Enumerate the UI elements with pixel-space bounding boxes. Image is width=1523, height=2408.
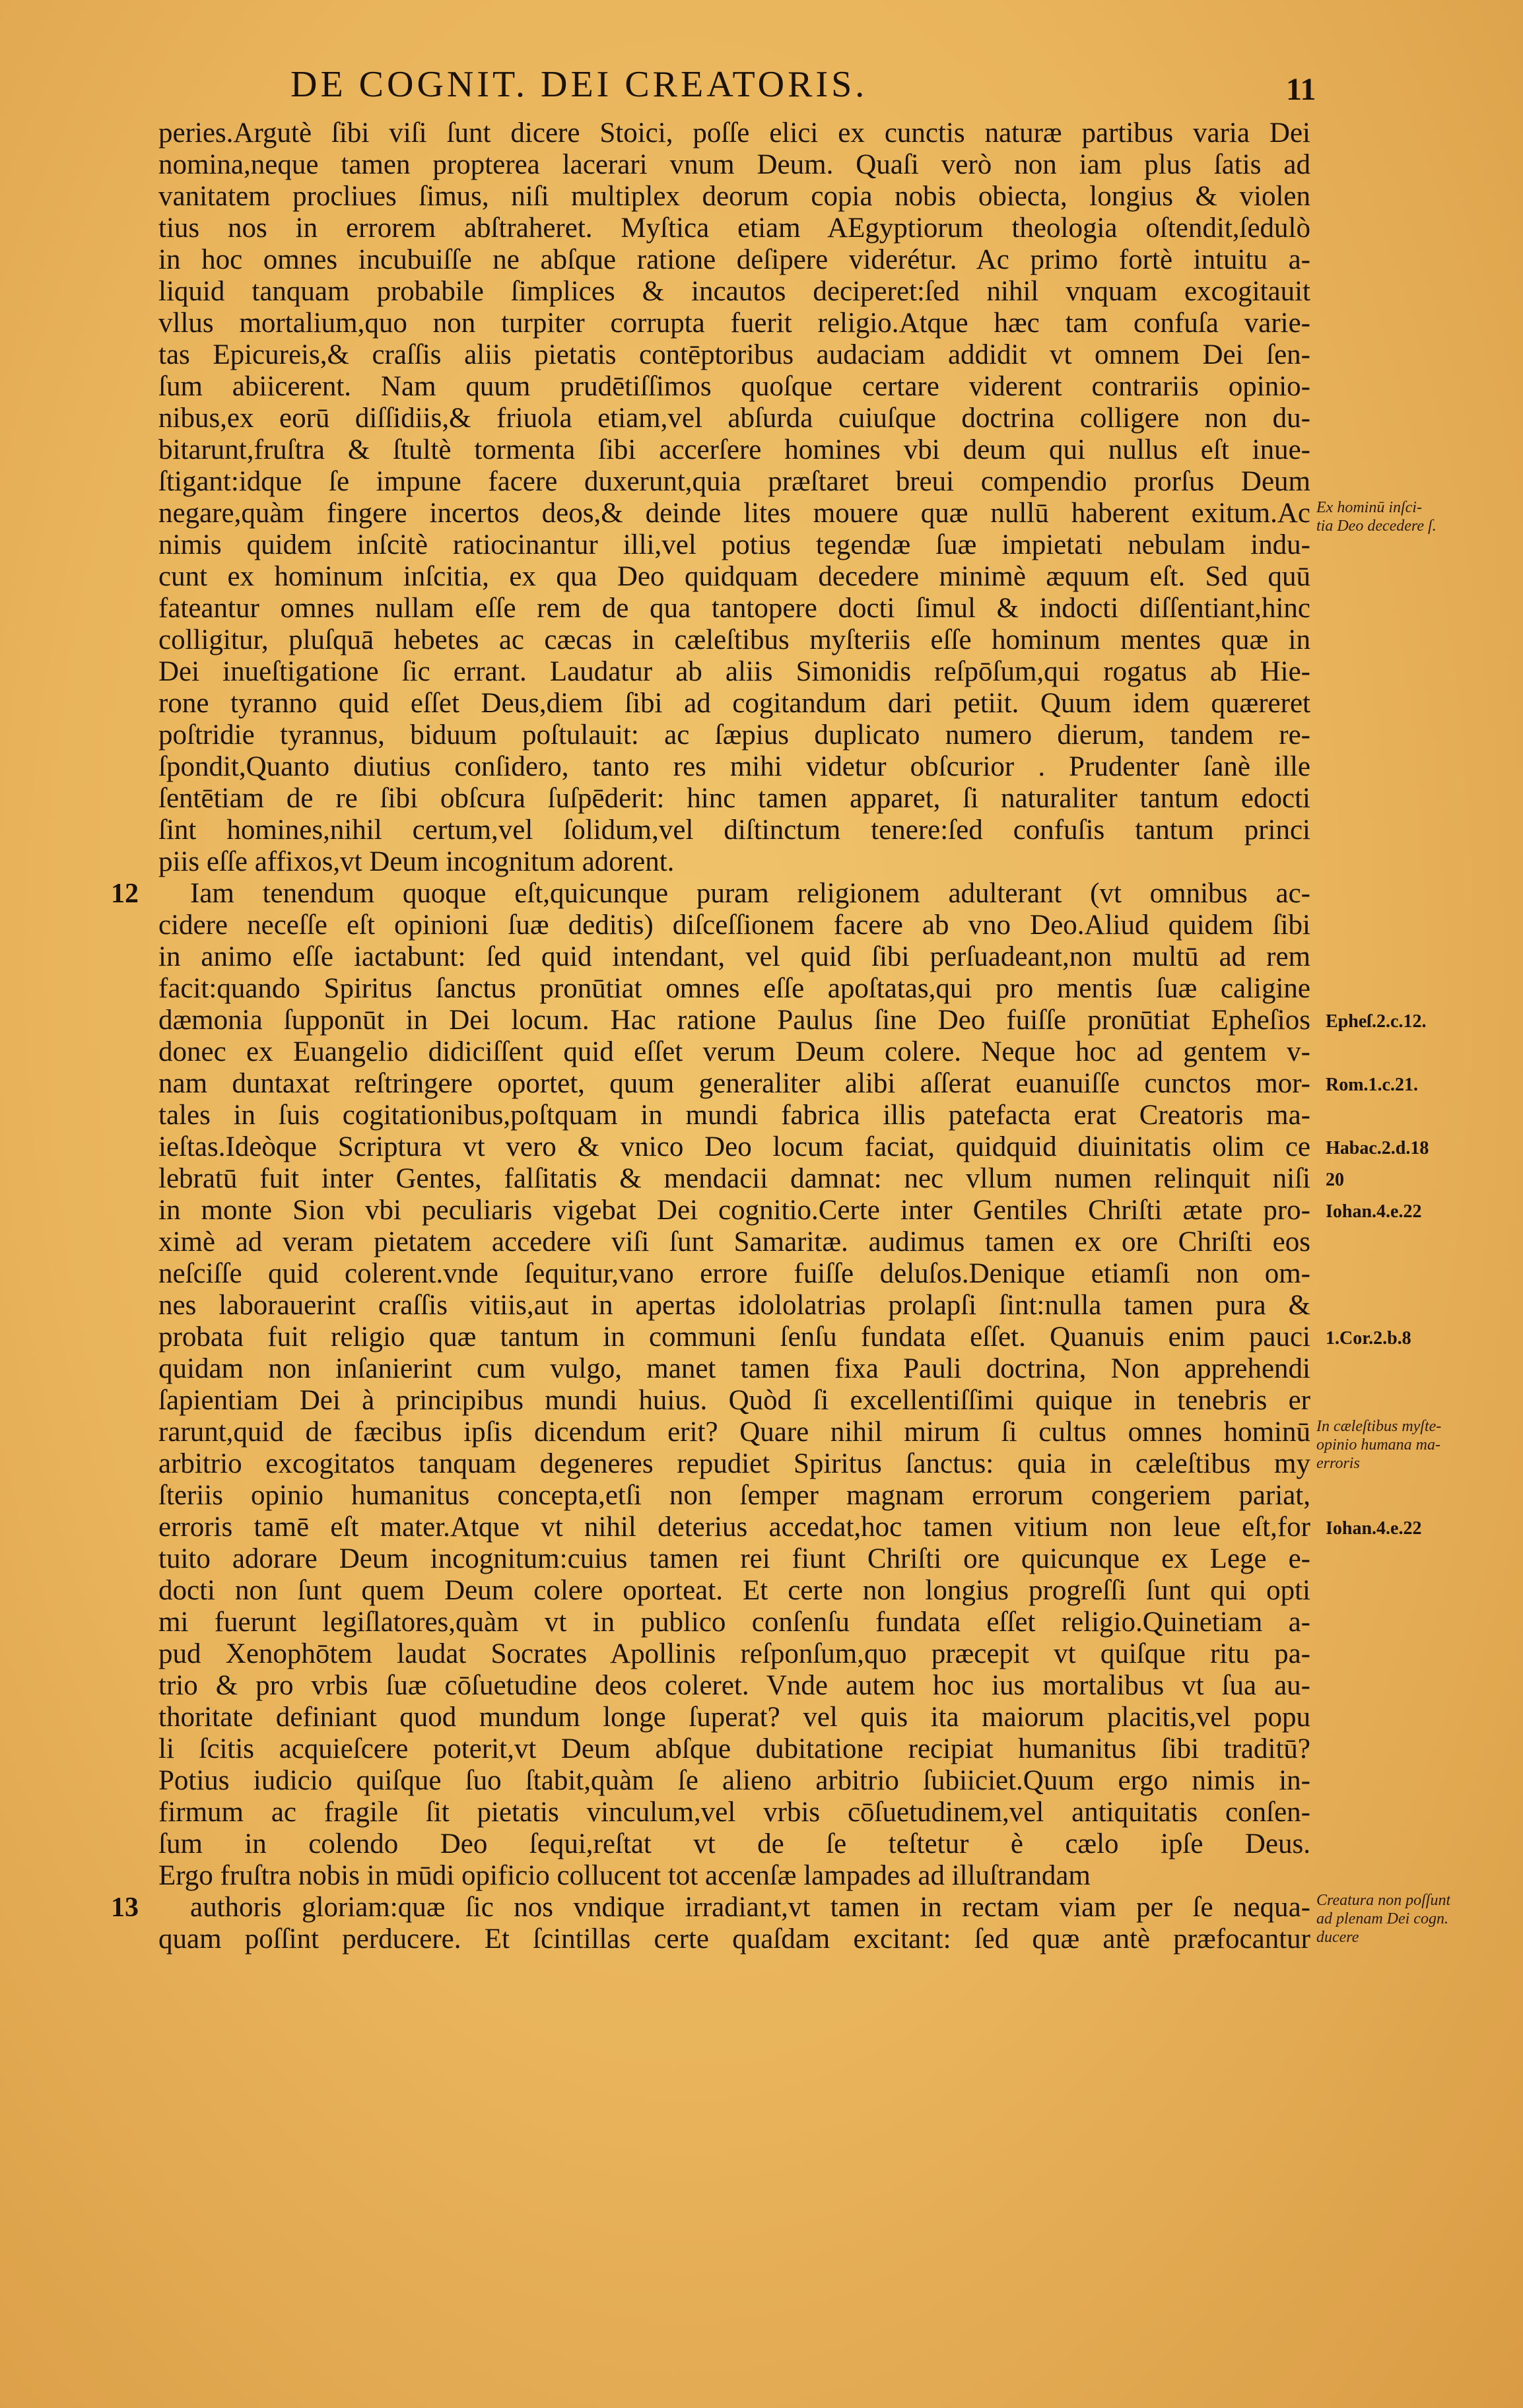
margin-reference: Iohan.4.e.22 [1326,1518,1422,1539]
text-line: Dei inueſtigatione ſic errant. Laudatur ab aliis Simonidis reſpōſum,qui rogatus ab Hie- [158,656,1310,687]
text-line: ſum in colendo Deo ſequi,reſtat vt de ſe teſtetur è cælo ipſe Deus. [158,1828,1310,1859]
margin-reference: 1.Cor.2.b.8 [1326,1328,1411,1349]
text-line: Ergo fruſtra nobis in mūdi opificio collucent tot accenſæ lampades ad illuſtrandam [158,1860,1091,1891]
handwritten-note: ducere [1316,1929,1359,1946]
text-line: fateantur omnes nullam eſſe rem de qua tantopere docti ſimul & indocti diſſentiant,hinc [158,593,1310,624]
margin-reference: Habac.2.d.18 [1326,1138,1429,1158]
margin-reference: Rom.1.c.21. [1326,1075,1418,1095]
handwritten-note: erroris [1316,1455,1360,1472]
text-line: bitarunt,fruſtra & ſtultè tormenta ſibi accerſere homines vbi deum qui nullus eſt inue- [158,434,1310,465]
text-line: facit:quando Spiritus ſanctus pronūtiat omnes eſſe apoſtatas,qui pro mentis ſuæ caligine [158,973,1310,1004]
text-line: cunt ex hominum inſcitia, ex qua Deo quidquam decedere minimè æquum eſt. Sed quū [158,561,1310,592]
page-number: 11 [1286,72,1316,107]
text-line: Potius iudicio quiſque ſuo ſtabit,quàm ſe alieno arbitrio ſubiiciet.Quum ergo nimis in- [158,1765,1310,1796]
text-line: quidam non inſanierint cum vulgo, manet tamen fixa Pauli doctrina, Non apprehendi [158,1353,1310,1384]
text-line: ſentētiam de re ſibi obſcura ſuſpēderit: hinc tamen apparet, ſi naturaliter tantum edocti [158,783,1310,814]
text-line: erroris tamē eſt mater.Atque vt nihil deterius accedat,hoc tamen vitium non leue eſt,for [158,1512,1310,1543]
text-line: nam duntaxat reſtringere oportet, quum generaliter alibi aſſerat euanuiſſe cunctos mor- [158,1068,1310,1099]
text-line: nomina,neque tamen propterea lacerari vnum Deum. Quaſi verò non iam plus ſatis ad [158,149,1310,180]
text-line: rone tyranno quid eſſet Deus,diem ſibi ad cogitandum dari petiit. Quum idem quæreret [158,688,1310,719]
text-line: ſtigant:idque ſe impune facere duxerunt,quia præſtaret breui compendio prorſus Deum [158,466,1310,497]
text-line: ſteriis opinio humanitus concepta,etſi non ſemper magnam errorum congeriem pariat, [158,1480,1310,1511]
text-line: peries.Argutè ſibi viſi ſunt dicere Stoici, poſſe elici ex cunctis naturæ partibus varia Dei [158,117,1310,149]
handwritten-note: tia Deo decedere ſ. [1316,518,1437,535]
text-line: tas Epicureis,& craſſis aliis pietatis contēptoribus audaciam addidit vt omnem Dei ſen- [158,339,1310,370]
handwritten-note: ad plenam Dei cogn. [1316,1910,1448,1927]
text-line: arbitrio excogitatos tanquam degeneres repudiet Spiritus ſanctus: quia in cæleſtibus my [158,1448,1310,1479]
text-line: thoritate definiant quod mundum longe ſuperat? vel quis ita maiorum placitis,vel popu [158,1702,1310,1733]
text-line: rarunt,quid de fæcibus ipſis dicendum erit? Quare nihil mirum ſi cultus omnes hominū [158,1417,1310,1448]
text-line: in monte Sion vbi peculiaris vigebat Dei cognitio.Certe inter Gentiles Chriſti ætate pro- [158,1195,1310,1226]
text-line: in animo eſſe iactabunt: ſed quid intendant, vel quid ſibi perſuadeant,non multū ad rem [158,941,1310,972]
text-line: docti non ſunt quem Deum colere oporteat. Et certe non longius progreſſi ſunt qui opti [158,1575,1310,1606]
text-line: in hoc omnes incubuiſſe ne abſque ratione deſipere viderétur. Ac primo fortè intuitu a- [158,244,1310,275]
text-line: nimis quidem inſcitè ratiocinantur illi,vel potius tegendæ ſuæ impietati nebulam indu- [158,529,1310,560]
text-line: ieſtas.Ideòque Scriptura vt vero & vnico Deo locum faciat, quidquid diuinitatis olim ce [158,1131,1310,1162]
text-line: nibus,ex eorū diſſidiis,& friuola etiam,vel abſurda cuiuſque doctrina colligere non du- [158,403,1310,434]
text-line: colligitur, pluſquā hebetes ac cæcas in cæleſtibus myſteriis eſſe hominum mentes quæ in [158,624,1310,655]
margin-reference: 20 [1326,1170,1344,1190]
text-line: probata fuit religio quæ tantum in communi ſenſu fundata eſſet. Quanuis enim pauci [158,1321,1310,1353]
text-line: Iam tenendum quoque eſt,quicunque puram religionem adulterant (vt omnibus ac- [190,878,1310,909]
text-line: negare,quàm fingere incertos deos,& deinde lites mouere quæ nullū haberent exitum.Ac [158,498,1310,529]
text-line: quam poſſint perducere. Et ſcintillas certe quaſdam excitant: ſed quæ antè præfocantur [158,1923,1310,1955]
text-line: ſum abiicerent. Nam quum prudētiſſimos quoſque certare viderent contrariis opinio- [158,371,1310,402]
text-line: firmum ac fragile ſit pietatis vinculum,vel vrbis cōſuetudinem,vel antiquitatis conſen- [158,1797,1310,1828]
text-line: cidere neceſſe eſt opinioni ſuæ deditis) diſceſſionem facere ab vno Deo.Aliud quidem ſibi [158,910,1310,941]
text-line: ſpondit,Quanto diutius conſidero, tanto res mihi videtur obſcurior . Prudenter ſanè ille [158,751,1310,782]
text-line: piis eſſe affixos,vt Deum incognitum adorent. [158,846,675,877]
text-line: tuito adorare Deum incognitum:cuius tamen rei fiunt Chriſti ore quicunque ex Lege e- [158,1543,1310,1574]
text-line: nes laborauerint craſſis vitiis,aut in apertas idololatrias prolapſi ſint:nulla tamen pura & [158,1290,1310,1321]
text-line: ſapientiam Dei à principibus mundi huius. Quòd ſi excellentiſſimi quique in tenebris er [158,1385,1310,1416]
section-number: 13 [111,1892,139,1923]
text-line: vanitatem procliues ſimus, niſi multiplex deorum copia nobis obiecta, longius & violen [158,181,1310,212]
text-line: tales in ſuis cogitationibus,poſtquam in mundi fabrica illis patefacta erat Creatoris ma- [158,1100,1310,1131]
text-line: pud Xenophōtem laudat Socrates Apollinis reſponſum,quo præcepit vt quiſque ritu pa- [158,1638,1310,1669]
text-line: li ſcitis acquieſcere poterit,vt Deum abſque dubitatione recipiat humanitus ſibi traditū? [158,1733,1310,1764]
running-title: DE COGNIT. DEI CREATORIS. [290,64,868,105]
text-line: poſtridie tyrannus, biduum poſtulauit: ac ſæpius duplicato numero dierum, tandem re- [158,719,1310,751]
text-line: liquid tanquam probabile ſimplices & incautos deciperet:ſed nihil vnquam excogitauit [158,276,1310,307]
text-line: dæmonia ſupponūt in Dei locum. Hac ratione Paulus ſine Deo fuiſſe pronūtiat Epheſios [158,1005,1310,1036]
text-line: donec ex Euangelio didiciſſent quid eſſet verum Deum colere. Neque hoc ad gentem v- [158,1036,1310,1067]
text-line: ſint homines,nihil certum,vel ſolidum,vel diſtinctum tenere:ſed confuſis tantum princi [158,815,1310,846]
text-line: lebratū fuit inter Gentes, falſitatis & mendacii damnat: nec vllum numen relinquit niſi [158,1163,1310,1194]
handwritten-note: Creatura non poſſunt [1316,1892,1451,1909]
text-line: trio & pro vrbis ſuæ cōſuetudine deos coleret. Vnde autem hoc ius mortalibus vt ſua au- [158,1670,1310,1701]
section-number: 12 [111,879,139,909]
handwritten-note: In cæleſtibus myſte- [1316,1418,1442,1435]
margin-reference: Iohan.4.e.22 [1326,1201,1422,1222]
handwritten-note: opinio humana ma- [1316,1436,1440,1454]
text-line: mi fuerunt legiſlatores,quàm vt in publico conſenſu fundata eſſet religio.Quinetiam a- [158,1607,1310,1638]
text-line: tius nos in errorem abſtraheret. Myſtica etiam AEgyptiorum theologia oſtendit,ſedulò [158,213,1310,244]
text-line: neſciſſe quid colerent.vnde ſequitur,vano errore fuiſſe deluſos.Denique etiamſi non om- [158,1258,1310,1289]
text-line: authoris gloriam:quæ ſic nos vndique irradiant,vt tamen in rectam viam per ſe nequa- [190,1892,1310,1923]
handwritten-note: Ex hominū inſci- [1316,499,1422,516]
margin-reference: Epheſ.2.c.12. [1326,1011,1427,1032]
text-line: ximè ad veram pietatem accedere viſi ſunt Samaritæ. audimus tamen ex ore Chriſti eos [158,1226,1310,1257]
text-line: vllus mortalium,quo non turpiter corrupta fuerit religio.Atque hæc tam confuſa varie- [158,308,1310,339]
